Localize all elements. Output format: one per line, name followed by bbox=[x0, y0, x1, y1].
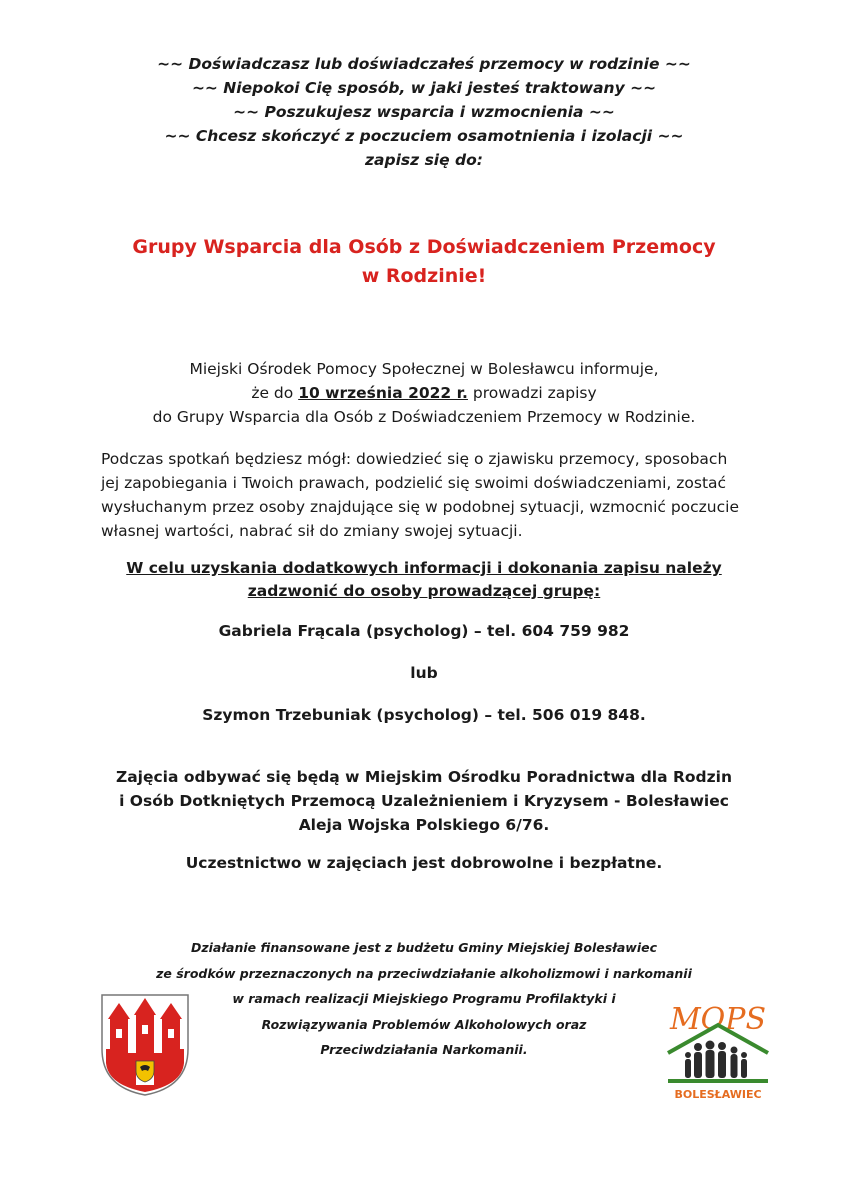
intro-line: ~~ Niepokoi Cię sposób, w jaki jesteś traktowany ~~ bbox=[191, 79, 657, 97]
intro-questions bbox=[0, 52, 848, 172]
benefits-paragraph bbox=[101, 447, 747, 543]
voluntary-note: Uczestnictwo w zajęciach jest dobrowolne i bezpłatne. bbox=[185, 854, 663, 872]
venue-line: Aleja Wojska Polskiego 6/76. bbox=[298, 816, 550, 834]
venue-line: Zajęcia odbywać się będą w Miejskim Ośrodku Poradnictwa dla Rodzin bbox=[115, 768, 733, 786]
announcement-line: do Grupy Wsparcia dla Osób z Doświadczeniem Przemocy w Rodzinie. bbox=[152, 408, 696, 426]
announcement-text: prowadzi zapisy bbox=[467, 384, 597, 402]
title-line: Grupy Wsparcia dla Osób z Doświadczeniem Przemocy bbox=[132, 236, 716, 258]
funding-line: ze środków przeznaczonych na przeciwdziałanie alkoholizmowi i narkomanii bbox=[156, 965, 692, 981]
announcement-line: Miejski Ośrodek Pomocy Społecznej w Bolesławcu informuje, bbox=[189, 360, 659, 378]
intro-line: ~~ Poszukujesz wsparcia i wzmocnienia ~~ bbox=[233, 103, 615, 121]
paragraph-line: jej zapobiegania i Twoich prawach, podzielić się swoimi doświadczeniami, zostać bbox=[101, 474, 727, 492]
funding-line: Rozwiązywania Problemów Alkoholowych oraz bbox=[261, 1016, 587, 1032]
cta-line: zadzwonić do osoby prowadzącej grupę: bbox=[247, 582, 601, 600]
paragraph-line: własnej wartości, nabrać sił do zmiany swojej sytuacji. bbox=[101, 522, 523, 540]
announcement-text: że do bbox=[251, 384, 299, 402]
intro-line: ~~ Doświadczasz lub doświadczałeś przemocy w rodzinie ~~ bbox=[157, 55, 691, 73]
paragraph-line: Podczas spotkań będziesz mógł: dowiedzieć się o zjawisku przemocy, sposobach bbox=[101, 450, 728, 468]
contact-second: Szymon Trzebuniak (psycholog) – tel. 506 019 848. bbox=[202, 706, 646, 724]
announcement bbox=[0, 357, 848, 429]
announcement-line bbox=[0, 381, 848, 405]
paragraph-line: wysłuchanym przez osoby znajdujące się w podobnej sytuacji, wzmocnić poczucie bbox=[101, 498, 739, 516]
call-to-action bbox=[0, 557, 848, 603]
funding-line: Przeciwdziałania Narkomanii. bbox=[320, 1042, 528, 1057]
logo-text: MOPS bbox=[669, 1002, 767, 1037]
deadline-date: 10 września 2022 r. bbox=[298, 384, 468, 402]
flyer-title bbox=[0, 233, 848, 291]
logo-caption: BOLESŁAWIEC bbox=[674, 1088, 762, 1101]
contact-or: lub bbox=[410, 664, 438, 682]
venue-info bbox=[0, 765, 848, 837]
intro-signup: zapisz się do: bbox=[365, 151, 483, 169]
venue-line: i Osób Dotkniętych Przemocą Uzależnieniem i Kryzysem - Bolesławiec bbox=[119, 792, 729, 810]
funding-line: w ramach realizacji Miejskiego Programu Profilaktyki i bbox=[232, 991, 616, 1006]
intro-line: ~~ Chcesz skończyć z poczuciem osamotnienia i izolacji ~~ bbox=[164, 127, 684, 145]
cta-line: W celu uzyskania dodatkowych informacji i dokonania zapisu należy bbox=[126, 559, 722, 577]
contact-first: Gabriela Frącala (psycholog) – tel. 604 759 982 bbox=[218, 622, 630, 640]
funding-line: Działanie finansowane jest z budżetu Gminy Miejskiej Bolesławiec bbox=[190, 940, 657, 955]
title-line: w Rodzinie! bbox=[361, 265, 487, 287]
coat-of-arms-icon bbox=[100, 993, 190, 1097]
